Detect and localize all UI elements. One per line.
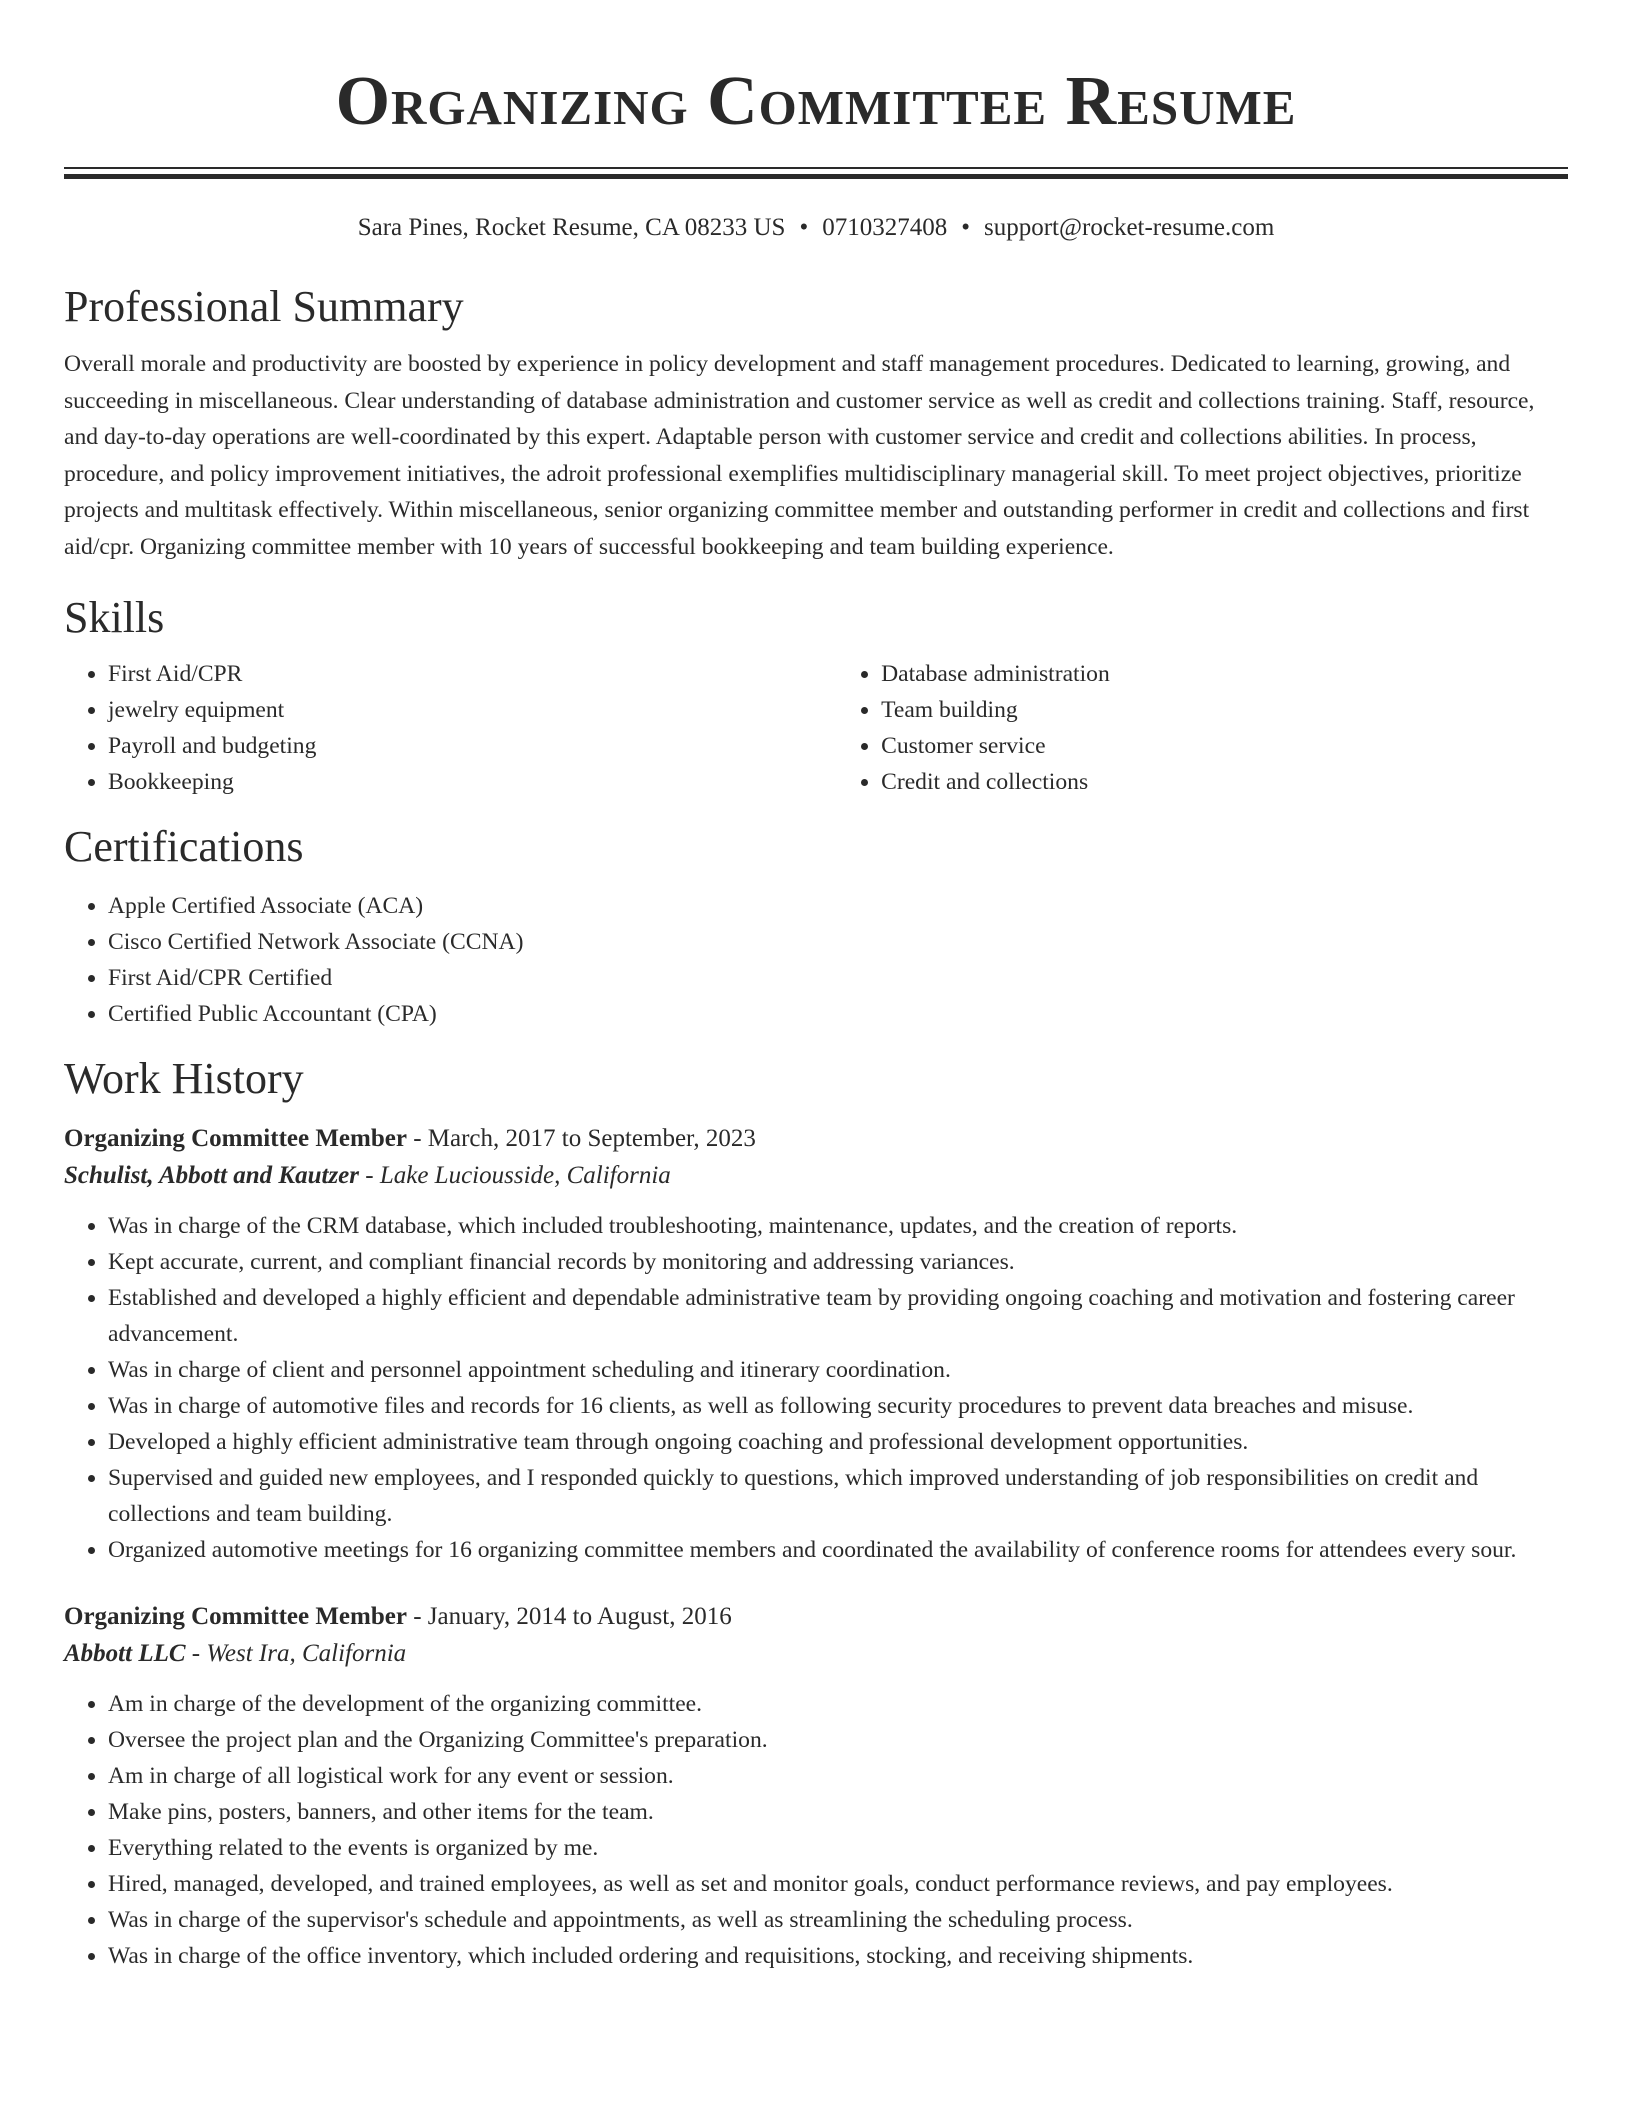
- contact-line: [64, 212, 1568, 244]
- job-dash: -: [359, 1162, 380, 1189]
- skills-columns: [64, 656, 1568, 800]
- job-bullets: [64, 1208, 1568, 1568]
- summary-text: Overall morale and productivity are boosted by experience in policy development and staff management procedures. Dedicated to learning, growing, and succeeding in miscellaneous. Clear understanding of database administration and customer service as well as credit and collections training. Staff, resource, and day-to-day operations are well-coordinated by this expert. Adaptable person with customer service and credit and collections abilities. In process, procedure, and policy improvement initiatives, the adroit professional exemplifies multidisciplinary managerial skill. To meet project objectives, prioritize projects and multitask effectively. Within miscellaneous, senior organizing committee member and outstanding performer in credit and collections and first aid/cpr. Organizing committee member with 10 years of successful bookkeeping and team building experience.: [64, 351, 1535, 560]
- job-bullet: • Supervised and guided new employees, and I responded quickly to questions, which improved understanding of job responsibilities on credit and collections and team building.: [108, 1460, 1568, 1532]
- job-dash: -: [406, 1603, 428, 1630]
- job-location: Lake Luciousside, California: [379, 1162, 671, 1189]
- job-bullets: [64, 1686, 1568, 1974]
- summary-heading: Professional Summary: [64, 282, 464, 331]
- skill-item: • Team building: [881, 692, 1568, 728]
- skills-list-right: [837, 656, 1568, 800]
- contact-email: support@rocket-resume.com: [984, 214, 1275, 241]
- job-bullet: • Kept accurate, current, and compliant financial records by monitoring and addressing variances.: [108, 1244, 1568, 1280]
- job-title: Organizing Committee Member: [64, 1603, 407, 1630]
- job-dates: January, 2014 to August, 2016: [427, 1603, 732, 1630]
- certification-item: • First Aid/CPR Certified: [108, 960, 1568, 996]
- job-title-line: [64, 1120, 1568, 1157]
- work-history-heading: Work History: [64, 1054, 304, 1103]
- job-bullet: • Was in charge of client and personnel appointment scheduling and itinerary coordination.: [108, 1352, 1568, 1388]
- job-bullet: • Make pins, posters, banners, and other items for the team.: [108, 1794, 1568, 1830]
- skills-list-left: [64, 656, 837, 800]
- job-title: Organizing Committee Member: [64, 1125, 407, 1152]
- job-company: Schulist, Abbott and Kautzer: [64, 1162, 359, 1189]
- contact-separator: •: [799, 214, 809, 241]
- skill-item: • First Aid/CPR: [108, 656, 837, 692]
- job-dash: -: [185, 1640, 207, 1667]
- certifications-heading: Certifications: [64, 822, 304, 871]
- job-entry: [64, 1598, 1568, 1974]
- contact-phone: 0710327408: [822, 214, 948, 241]
- certifications-list: [64, 888, 1568, 1032]
- page-title: Organizing Committee Resume: [335, 63, 1297, 140]
- job-entry: [64, 1120, 1568, 1568]
- skill-item: • Customer service: [881, 728, 1568, 764]
- job-bullet: • Established and developed a highly efficient and dependable administrative team by providing ongoing coaching and motivation and fostering career advancement.: [108, 1280, 1568, 1352]
- certification-item: • Certified Public Accountant (CPA): [108, 996, 1568, 1032]
- job-bullet: • Developed a highly efficient administrative team through ongoing coaching and professional development opportunities.: [108, 1424, 1568, 1460]
- certification-item: • Cisco Certified Network Associate (CCNA): [108, 924, 1568, 960]
- job-bullet: • Am in charge of all logistical work for any event or session.: [108, 1758, 1568, 1794]
- contact-address: Sara Pines, Rocket Resume, CA 08233 US: [357, 214, 786, 241]
- job-bullet: • Was in charge of automotive files and records for 16 clients, as well as following security procedures to prevent data breaches and misuse.: [108, 1388, 1568, 1424]
- job-bullet: • Everything related to the events is organized by me.: [108, 1830, 1568, 1866]
- job-bullet: • Organized automotive meetings for 16 organizing committee members and coordinated the availability of conference rooms for attendees every sour.: [108, 1532, 1568, 1568]
- job-title-line: [64, 1598, 1568, 1635]
- job-dash: -: [406, 1125, 428, 1152]
- job-company-line: [64, 1157, 1568, 1194]
- job-bullet: • Was in charge of the office inventory, which included ordering and requisitions, stocking, and receiving shipments.: [108, 1938, 1568, 1974]
- certification-item: • Apple Certified Associate (ACA): [108, 888, 1568, 924]
- job-bullet: • Was in charge of the supervisor's schedule and appointments, as well as streamlining the scheduling process.: [108, 1902, 1568, 1938]
- skill-item: • Database administration: [881, 656, 1568, 692]
- job-company-line: [64, 1635, 1568, 1672]
- skill-item: • jewelry equipment: [108, 692, 837, 728]
- job-dates: March, 2017 to September, 2023: [427, 1125, 756, 1152]
- job-bullet: • Hired, managed, developed, and trained employees, as well as set and monitor goals, conduct performance reviews, and pay employees.: [108, 1866, 1568, 1902]
- skill-item: • Credit and collections: [881, 764, 1568, 800]
- title-double-rule: [64, 167, 1568, 179]
- job-company: Abbott LLC: [64, 1640, 186, 1667]
- skills-heading: Skills: [64, 593, 165, 642]
- skill-item: • Bookkeeping: [108, 764, 837, 800]
- skill-item: • Payroll and budgeting: [108, 728, 837, 764]
- job-bullet: • Oversee the project plan and the Organizing Committee's preparation.: [108, 1722, 1568, 1758]
- job-bullet: • Am in charge of the development of the organizing committee.: [108, 1686, 1568, 1722]
- job-bullet: • Was in charge of the CRM database, which included troubleshooting, maintenance, updates, and the creation of reports.: [108, 1208, 1568, 1244]
- contact-separator: •: [961, 214, 970, 241]
- job-location: West Ira, California: [206, 1640, 407, 1667]
